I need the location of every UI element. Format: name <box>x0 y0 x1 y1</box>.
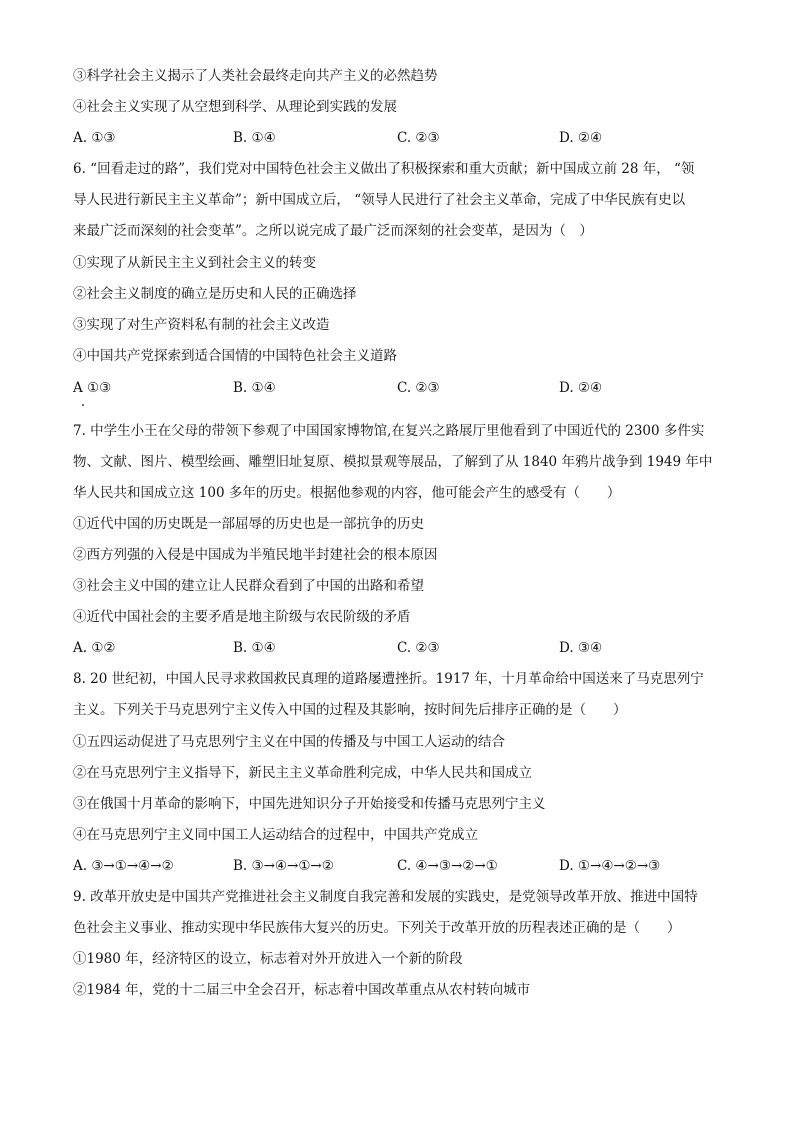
question-9-line-2: 色社会主义事业、推动实现中华民族伟大复兴的历史。下列关于改革开放的历程表述正确的是（ ） <box>73 920 681 936</box>
question-8-line-2: 主义。下列关于马克思列宁主义传入中国的过程及其影响，按时间先后排序正确的是（ ） <box>73 702 627 718</box>
question-7-line-2: 物、文献、图片、模型绘画、雕塑旧址复原、模拟景观等展品，了解到了从 1840 年鸦片战争到 1949 年中 <box>73 454 713 470</box>
question-9-line-1: 9. 改革开放史是中国共产党推进社会主义制度自我完善和发展的实践史，是党领导改革开放、推进中国特 <box>73 889 698 905</box>
statement-4: ④社会主义实现了从空想到科学、从理论到实践的发展 <box>73 99 397 115</box>
question-7-statement-2: ②西方列强的入侵是中国成为半殖民地半封建社会的根本原因 <box>73 547 438 563</box>
question-6-line-3: 来最广泛而深刻的社会变革”。之所以说完成了最广泛而深刻的社会变革，是因为（ ） <box>73 223 593 239</box>
option-d: D. ②④ <box>559 380 603 396</box>
question-9-statement-2: ②1984 年，党的十二届三中全会召开，标志着中国改革重点从农村转向城市 <box>73 982 531 998</box>
option-c: C. ②③ <box>397 380 440 396</box>
question-7-line-1: 7. 中学生小王在父母的带领下参观了中国国家博物馆,在复兴之路展厅里他看到了中国近代的 2300 多件实 <box>73 423 705 439</box>
option-c: C. ②③ <box>397 640 440 656</box>
option-a: A ①③ <box>73 380 112 396</box>
question-8-statement-1: ①五四运动促进了马克思列宁主义在中国的传播及与中国工人运动的结合 <box>73 734 505 750</box>
option-a: A. ①② <box>73 640 116 656</box>
question-8-line-1: 8. 20 世纪初，中国人民寻求救国救民真理的道路屡遭挫折。1917 年，十月革命给中国送来了马克思列宁 <box>73 671 704 687</box>
option-b: B. ①④ <box>233 380 276 396</box>
question-6-statement-4: ④中国共产党探索到适合国情的中国特色社会主义道路 <box>73 348 397 364</box>
question-6-statement-1: ①实现了从新民主主义到社会主义的转变 <box>73 255 316 271</box>
question-6-line-1: 6. “回看走过的路”，我们党对中国特色社会主义做出了积极探索和重大贡献；新中国成立前 28 年， “领 <box>73 161 695 177</box>
question-8-statement-4: ④在马克思列宁主义同中国工人运动结合的过程中，中国共产党成立 <box>73 827 478 843</box>
question-7-options <box>73 638 733 658</box>
question-6-statement-2: ②社会主义制度的确立是历史和人民的正确选择 <box>73 286 357 302</box>
question-8-statement-3: ③在俄国十月革命的影响下，中国先进知识分子开始接受和传播马克思列宁主义 <box>73 796 546 812</box>
statement-3: ③科学社会主义揭示了人类社会最终走向共产主义的必然趋势 <box>73 68 438 84</box>
option-b: B. ①④ <box>233 640 276 656</box>
option-a: A. ①③ <box>73 130 116 146</box>
answer-options <box>73 128 733 148</box>
question-6-line-2: 导人民进行新民主主义革命”；新中国成立后， “领导人民进行了社会主义革命，完成了中华民族有史以 <box>73 192 686 208</box>
option-c: C. ②③ <box>397 130 440 146</box>
question-8-options <box>73 856 733 876</box>
option-a: A. ③→①→④→② <box>73 858 174 874</box>
question-7-statement-4: ④近代中国社会的主要矛盾是地主阶级与农民阶级的矛盾 <box>73 609 411 625</box>
question-6-options <box>73 378 733 398</box>
option-b: B. ③→④→①→② <box>233 858 334 874</box>
question-9-statement-1: ①1980 年，经济特区的设立，标志着对外开放进入一个新的阶段 <box>73 951 463 967</box>
option-d: D. ①→④→②→③ <box>559 858 661 874</box>
question-7-statement-3: ③社会主义中国的建立让人民群众看到了中国的出路和希望 <box>73 578 424 594</box>
option-b: B. ①④ <box>233 130 276 146</box>
option-d: D. ③④ <box>559 640 603 656</box>
question-7-line-3: 华人民共和国成立这 100 多年的历史。根据他参观的内容，他可能会产生的感受有（ ） <box>73 485 621 501</box>
stray-mark <box>82 404 84 406</box>
option-c: C. ④→③→②→① <box>397 858 498 874</box>
question-6-statement-3: ③实现了对生产资料私有制的社会主义改造 <box>73 317 330 333</box>
option-d: D. ②④ <box>559 130 603 146</box>
question-8-statement-2: ②在马克思列宁主义指导下，新民主主义革命胜利完成，中华人民共和国成立 <box>73 765 532 781</box>
question-7-statement-1: ①近代中国的历史既是一部屈辱的历史也是一部抗争的历史 <box>73 516 424 532</box>
